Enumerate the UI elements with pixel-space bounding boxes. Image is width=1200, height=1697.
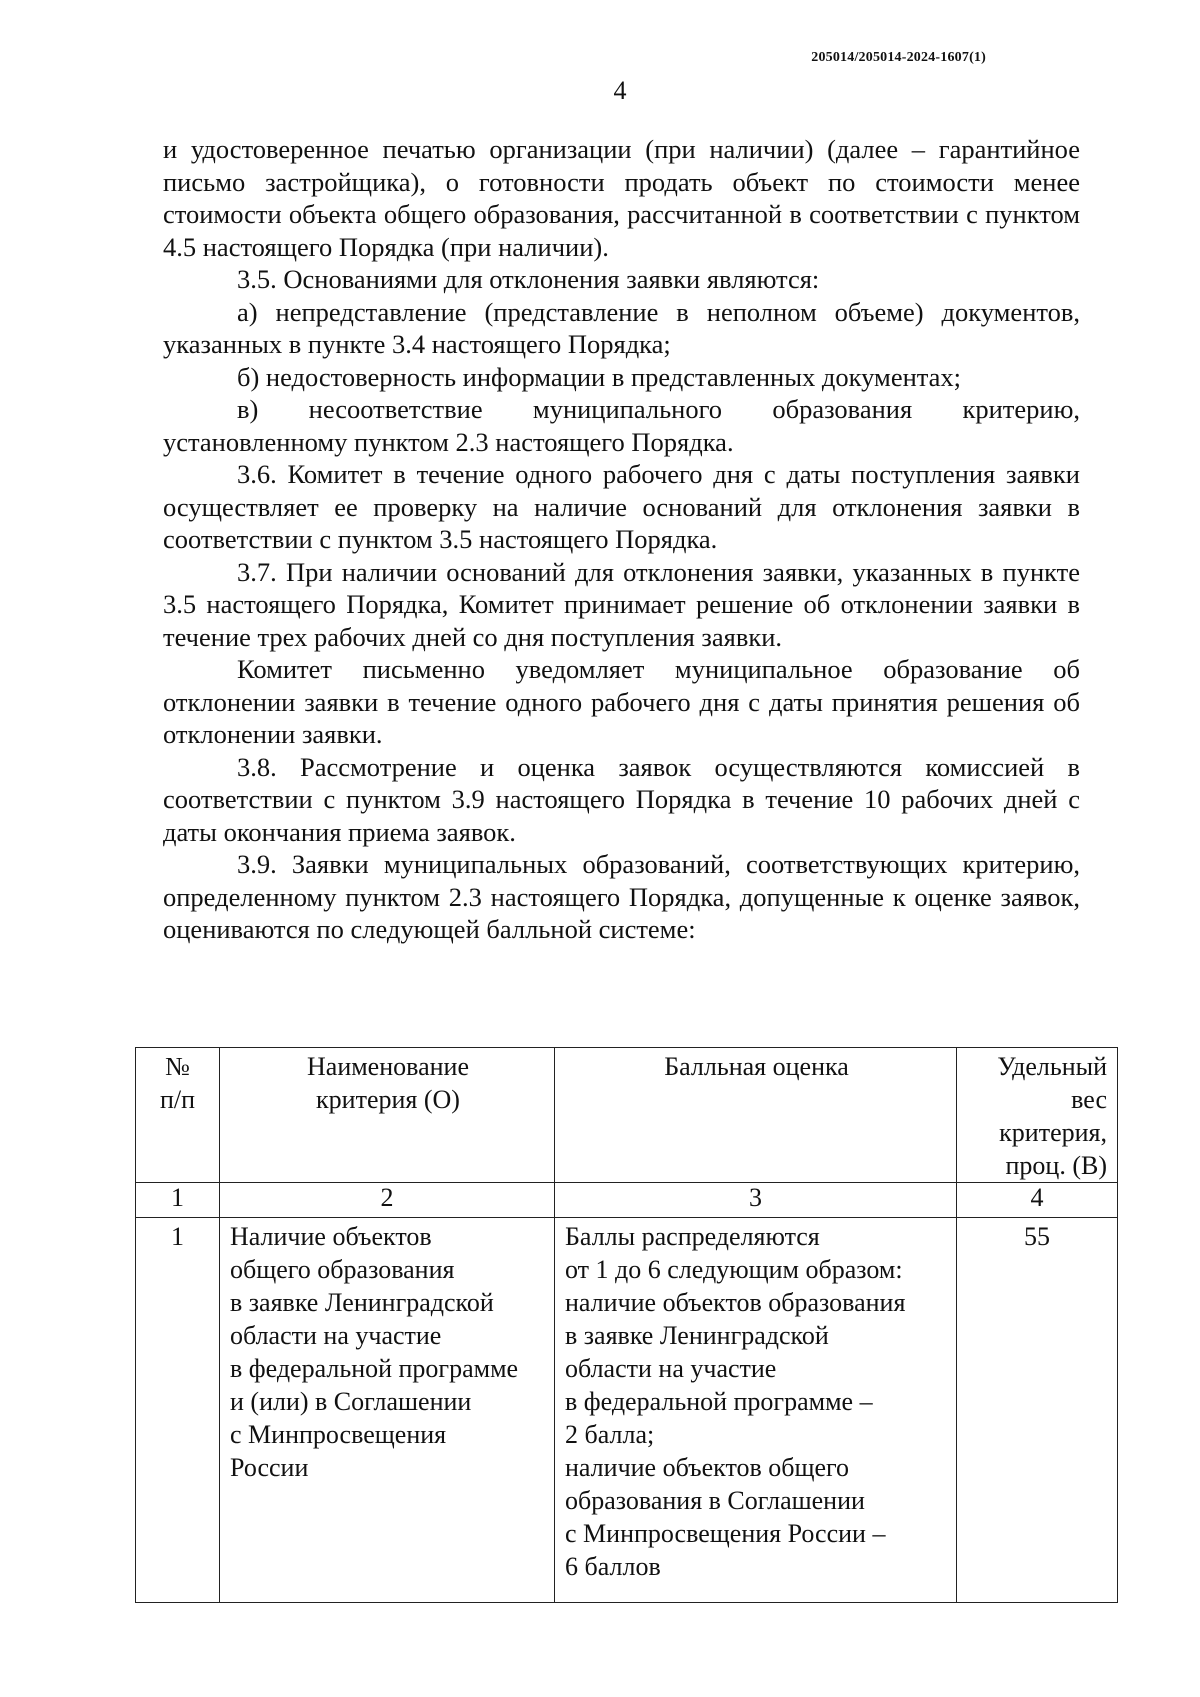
paragraph: а) непредставление (представление в неполном объеме) документов, указанных в пункте 3.4 настоящего Порядка; (163, 296, 1080, 359)
header-text: Удельный вес критерия, проц. (В) (997, 1052, 1107, 1180)
header-cell-scoring (555, 1048, 957, 1183)
header-text: Балльная оценка (664, 1052, 849, 1081)
header-cell-number (136, 1048, 220, 1183)
column-number: 4 (957, 1183, 1118, 1218)
criteria-table (135, 1047, 1118, 1603)
document-id: 205014/205014-2024-1607(1) (811, 50, 986, 65)
document-body (163, 133, 1080, 946)
paragraph: б) недостоверность информации в представленных документах; (237, 361, 962, 392)
paragraph: и удостоверенное печатью организации (при наличии) (далее – гарантийное письмо застройщика), о готовности продать объект по стоимости менее стоимости объекта общего образования, рассчитанной в соответствии с пунктом 4.5 настоящего Порядка (при наличии). (163, 134, 1080, 262)
table-row (136, 1218, 1118, 1603)
paragraph: Комитет письменно уведомляет муниципальное образование об отклонении заявки в течение одного рабочего дня с даты принятия решения об отклонении заявки. (163, 654, 1080, 749)
row-weight (957, 1218, 1118, 1603)
column-number-row (136, 1183, 1118, 1218)
paragraph: 3.8. Рассмотрение и оценка заявок осуществляются комиссией в соответствии с пунктом 3.9 настоящего Порядка в течение 10 рабочих дней с даты окончания приема заявок. (163, 751, 1080, 847)
paragraph: 3.9. Заявки муниципальных образований, соответствующих критерию, определенному пунктом 2.3 настоящего Порядка, допущенные к оценке заявок, оцениваются по следующей балльной системе: (163, 849, 1080, 944)
weight-text: 55 (1024, 1222, 1050, 1251)
column-number: 1 (136, 1183, 220, 1218)
row-number (136, 1218, 220, 1603)
row-scoring (555, 1218, 957, 1603)
table-header-row (136, 1048, 1118, 1183)
header-cell-criterion (220, 1048, 555, 1183)
column-number: 2 (220, 1183, 555, 1218)
criterion-text: Наличие объектов общего образования в заявке Ленинградской области на участие в федеральной программе и (или) в Соглашении с Минпросвещения России (230, 1222, 519, 1482)
page-number: 4 (613, 76, 627, 105)
column-number: 3 (555, 1183, 957, 1218)
header-cell-weight (957, 1048, 1118, 1183)
paragraph: 3.5. Основаниями для отклонения заявки являются: (237, 264, 820, 294)
row-criterion (220, 1218, 555, 1603)
row-number-text: 1 (171, 1222, 184, 1251)
header-text: № п/п (159, 1052, 196, 1114)
paragraph: 3.6. Комитет в течение одного рабочего дня с даты поступления заявки осуществляет ее проверку на наличие оснований для отклонения заявки в соответствии с пунктом 3.5 настоящего Порядка. (163, 459, 1080, 554)
scoring-text: Баллы распределяются от 1 до 6 следующим образом: наличие объектов образования в заявке Ленинградской области на участие в федеральной программе – 2 балла; наличие объектов общего образования в Соглашении с Минпросвещения России – 6 баллов (565, 1222, 906, 1581)
header-text: Наименование критерия (О) (307, 1052, 469, 1114)
paragraph: 3.7. При наличии оснований для отклонения заявки, указанных в пункте 3.5 настоящего Порядка, Комитет принимает решение об отклонении заявки в течение трех рабочих дней со дня поступления заявки. (163, 556, 1080, 652)
paragraph: в) несоответствие муниципального образования критерию, установленному пунктом 2.3 настоящего Порядка. (163, 394, 1080, 457)
